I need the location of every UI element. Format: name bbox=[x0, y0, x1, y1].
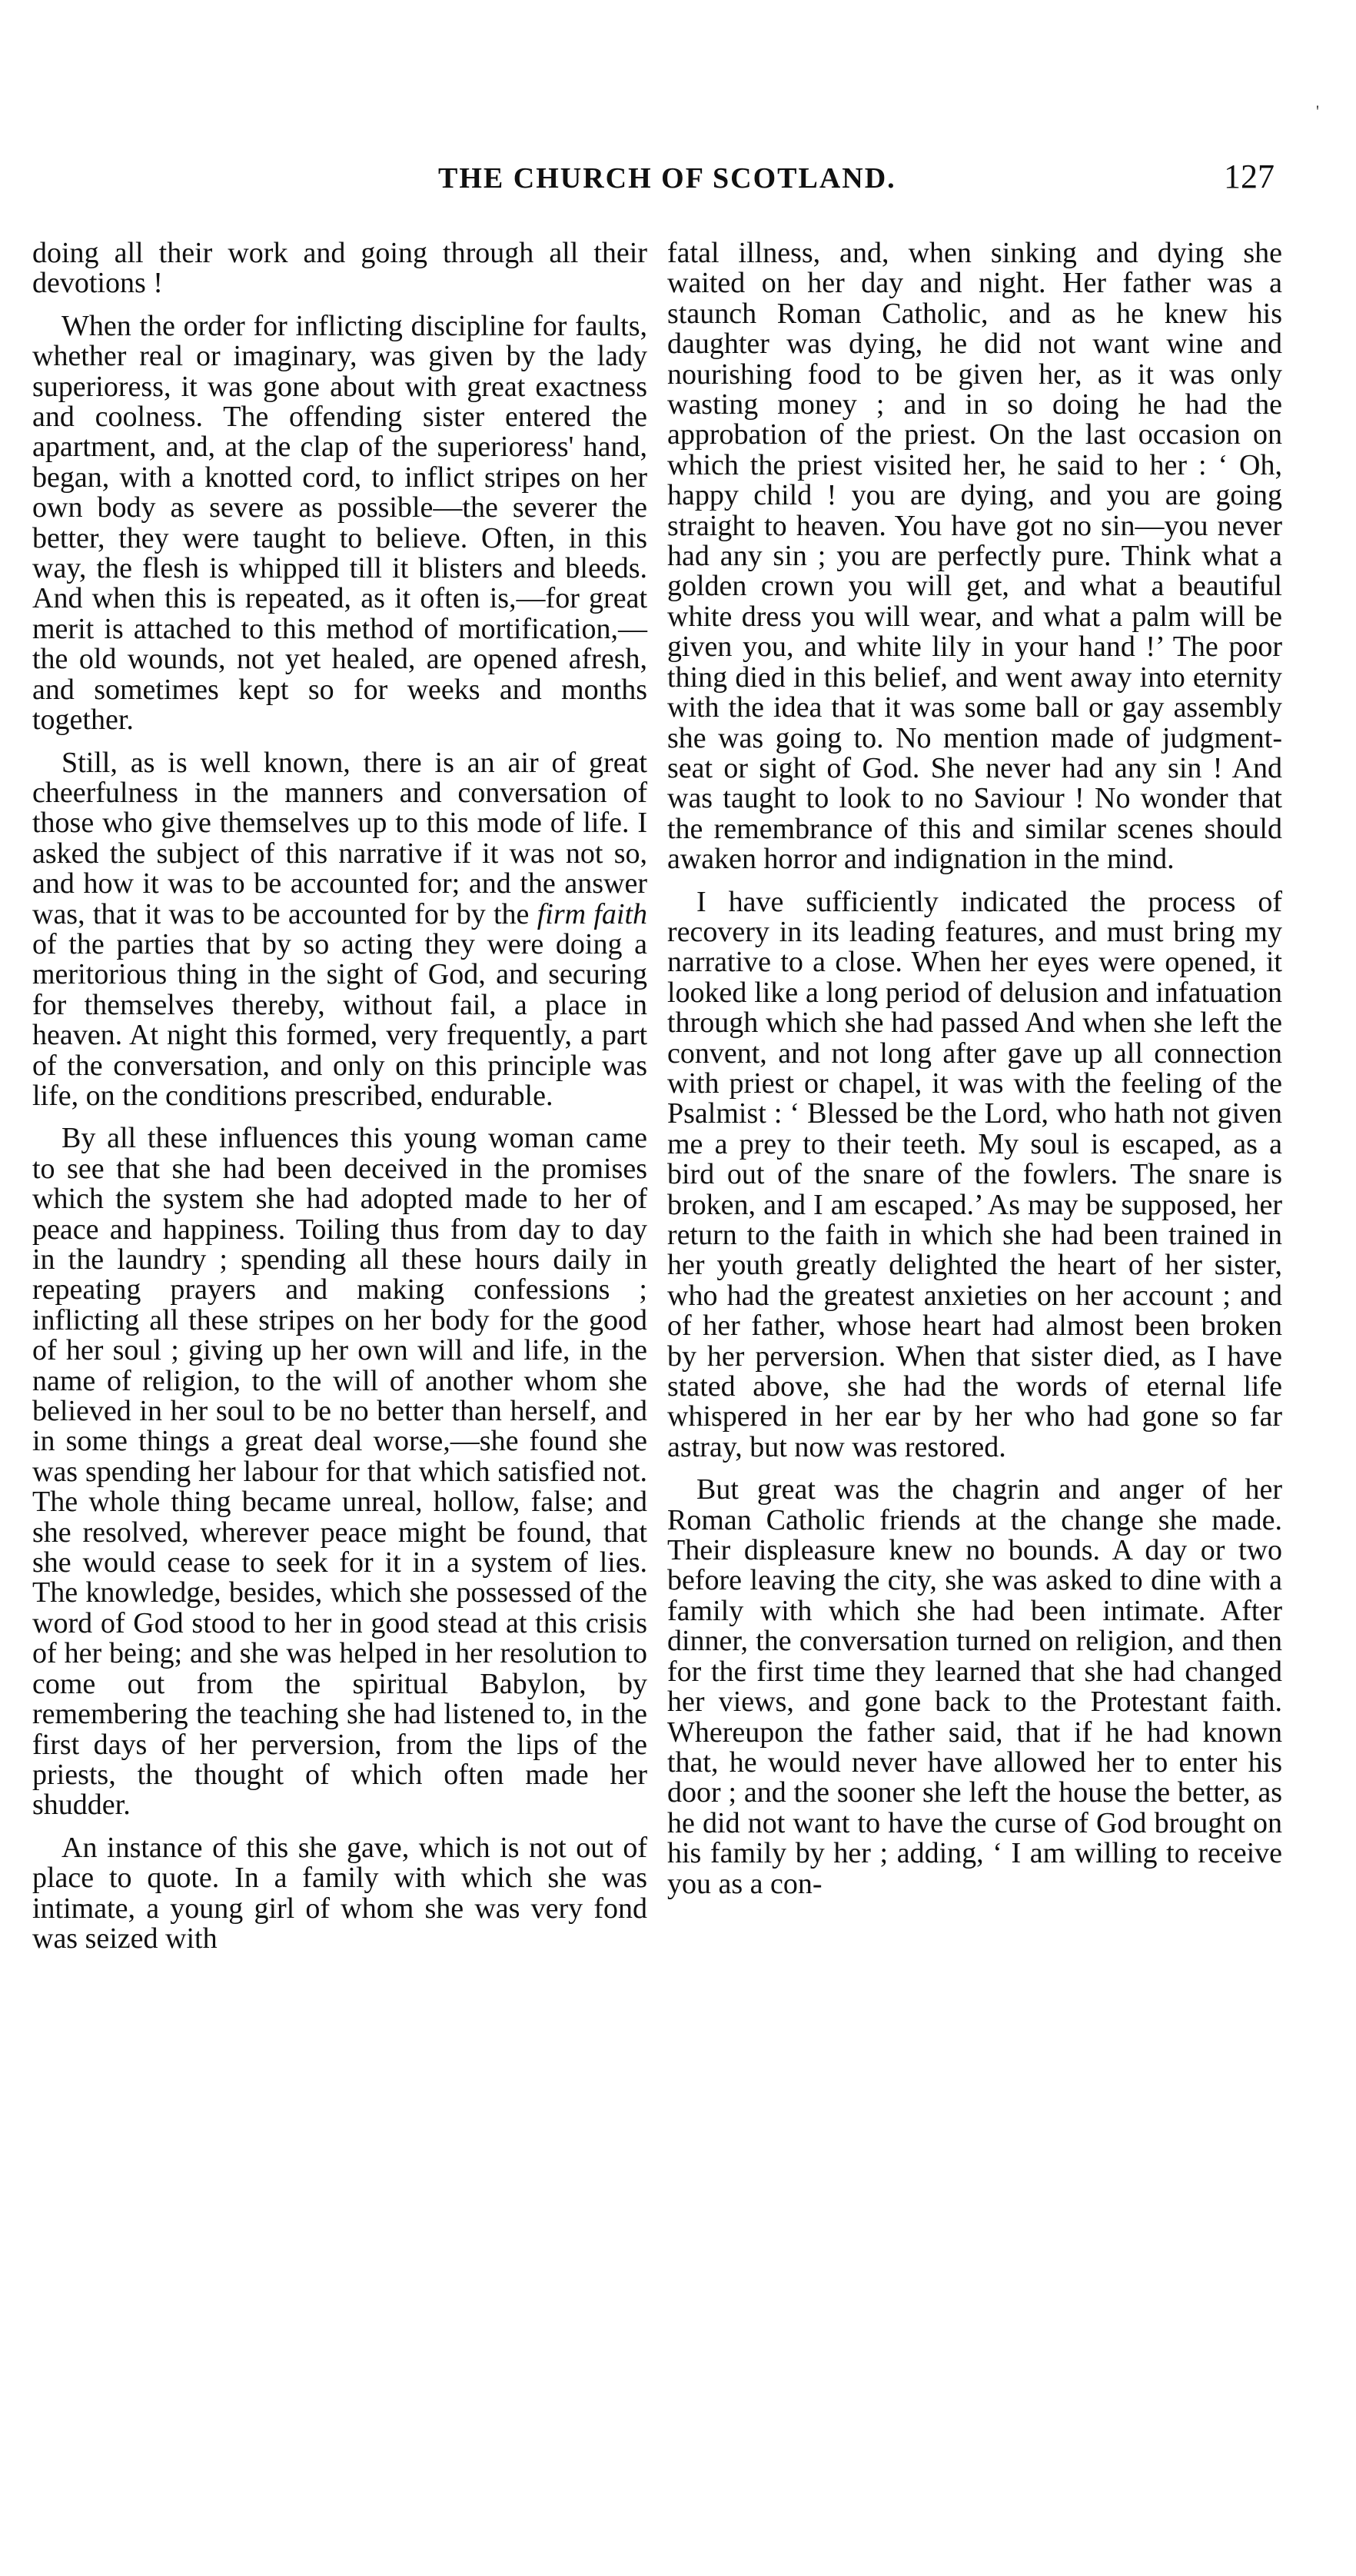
running-head-title: THE CHURCH OF SCOTLAND. bbox=[438, 162, 896, 195]
paragraph: fatal illness, and, when sinking and dying she waited on her day and night. Her father was a staunch Roman Catholic, and as he knew his daughter was dying, he did not want wine and nourishing food to be given her, as it was only wasting money ; and in so doing he had the approbation of the priest. On the last occasion on which the priest visited her, he said to her : ‘ Oh, happy child ! you are dying, and you are going straight to heaven. You have got no sin—you never had any sin ; you are perfectly pure. Think what a golden crown you will get, and what a beautiful white dress you will wear, and what a palm will be given you, and white lily in your hand !’ The poor thing died in this belief, and went away into eternity with the idea that it was some ball or gay assembly she was going to. No mention made of judgment-seat or sight of God. She never had any sin ! And was taught to look to no Saviour ! No wonder that the remembrance of this and similar scenes should awaken horror and indignation in the mind. bbox=[667, 237, 1282, 876]
paragraph: I have sufficiently indicated the process of recovery in its leading features, and must bring my narrative to a close. When her eyes were opened, it looked like a long period of delusion and infatuation through which she had passed And when she left the convent, and not long after gave up all connection with priest or chapel, it was with the feeling of the Psalmist : ‘ Blessed be the Lord, who hath not given me a prey to their teeth. My soul is escaped, as a bird out of the snare of the fowlers. The snare is broken, and I am escaped.’ As may be supposed, her return to the faith in which she had been trained in her youth greatly delighted the heart of her sister, who had the greatest anxieties on her account ; and of her father, whose heart had almost been broken by her perversion. When that sister died, as I have stated above, she had the words of eternal life whispered in her ear by her who had gone so far astray, but now was restored. bbox=[667, 885, 1282, 1463]
paragraph: By all these influences this young woman came to see that she had been deceived in the promises which the system she had adopted made to her of peace and happiness. Toiling thus from day to day in the laundry ; spending all these hours daily in repeating prayers and making confessions ; inflicting all these stripes on her body for the good of her soul ; giving up her own will and life, in the name of religion, to the will of another whom she believed in her soul to be no better than herself, and in some things a great deal worse,—she found she was spending her labour for that which satisfied not. The whole thing became unreal, hollow, false; and she resolved, wherever peace might be found, that she would cease to seek for it in a system of lies. The knowledge, besides, which she possessed of the word of God stood to her in good stead at this crisis of her being; and she was helped in her resolution to come out from the spiritual Babylon, by remembering the teaching she had listened to, in the first days of her perversion, from the lips of the priests, the thought of which often made her shudder. bbox=[32, 1122, 647, 1822]
paragraph-text: Still, as is well known, there is an air of great cheerfulness in the manners and conversation of those who give themselves up to this mode of life. I asked the subject of this narrative if it was not so, and how it was to be accounted for; and the answer was, that it was to be accounted for by the bbox=[32, 746, 647, 930]
page-number: 127 bbox=[1224, 158, 1275, 195]
paragraph: But great was the chagrin and anger of her Roman Catholic friends at the change she made. Their displeasure knew no bounds. A day or two before leaving the city, she was asked to dine with a family with which she had been intimate. After dinner, the conversation turned on religion, and then for the first time they learned that she had changed her views, and gone back to the Protestant faith. Whereupon the father said, that if he had known that, he would never have allowed her to enter his door ; and the sooner she left the house the better, as he did not want to have the curse of God brought on his family by her ; adding, ‘ I am willing to receive you as a con- bbox=[667, 1473, 1282, 1900]
paragraph: When the order for inflicting discipline for faults, whether real or imaginary, was given by the lady superioress, it was gone about with great exactness and coolness. The offending sister entered the apartment, and, at the clap of the superioress' hand, began, with a knotted cord, to inflict stripes on her own body as severe as possible—the severer the better, they were taught to believe. Often, in this way, the flesh is whipped till it blisters and bleeds. And when this is repeated, as it often is,—for great merit is attached to this method of mortification,—the old wounds, not yet healed, are opened afresh, and sometimes kept so for weeks and months together. bbox=[32, 309, 647, 737]
left-column bbox=[32, 238, 647, 2361]
emphasis-text: firm faith bbox=[537, 897, 648, 930]
running-head bbox=[31, 158, 1291, 208]
paragraph-text: of the parties that by so acting they were doing a meritorious thing in the sight of God, and securing for themselves thereby, without fail, a place in heaven. At night this formed, very frequently, a part of the conversation, and only on this principle was life, on the conditions prescribed, endurable. bbox=[32, 927, 647, 1112]
stray-mark: ' bbox=[1316, 102, 1319, 121]
right-column bbox=[667, 238, 1282, 2361]
paragraph: doing all their work and going through all their devotions ! bbox=[32, 237, 647, 300]
paragraph bbox=[32, 748, 647, 1112]
paragraph: An instance of this she gave, which is not out of place to quote. In a family with which she was intimate, a young girl of whom she was very fond was seized with bbox=[32, 1831, 647, 1955]
